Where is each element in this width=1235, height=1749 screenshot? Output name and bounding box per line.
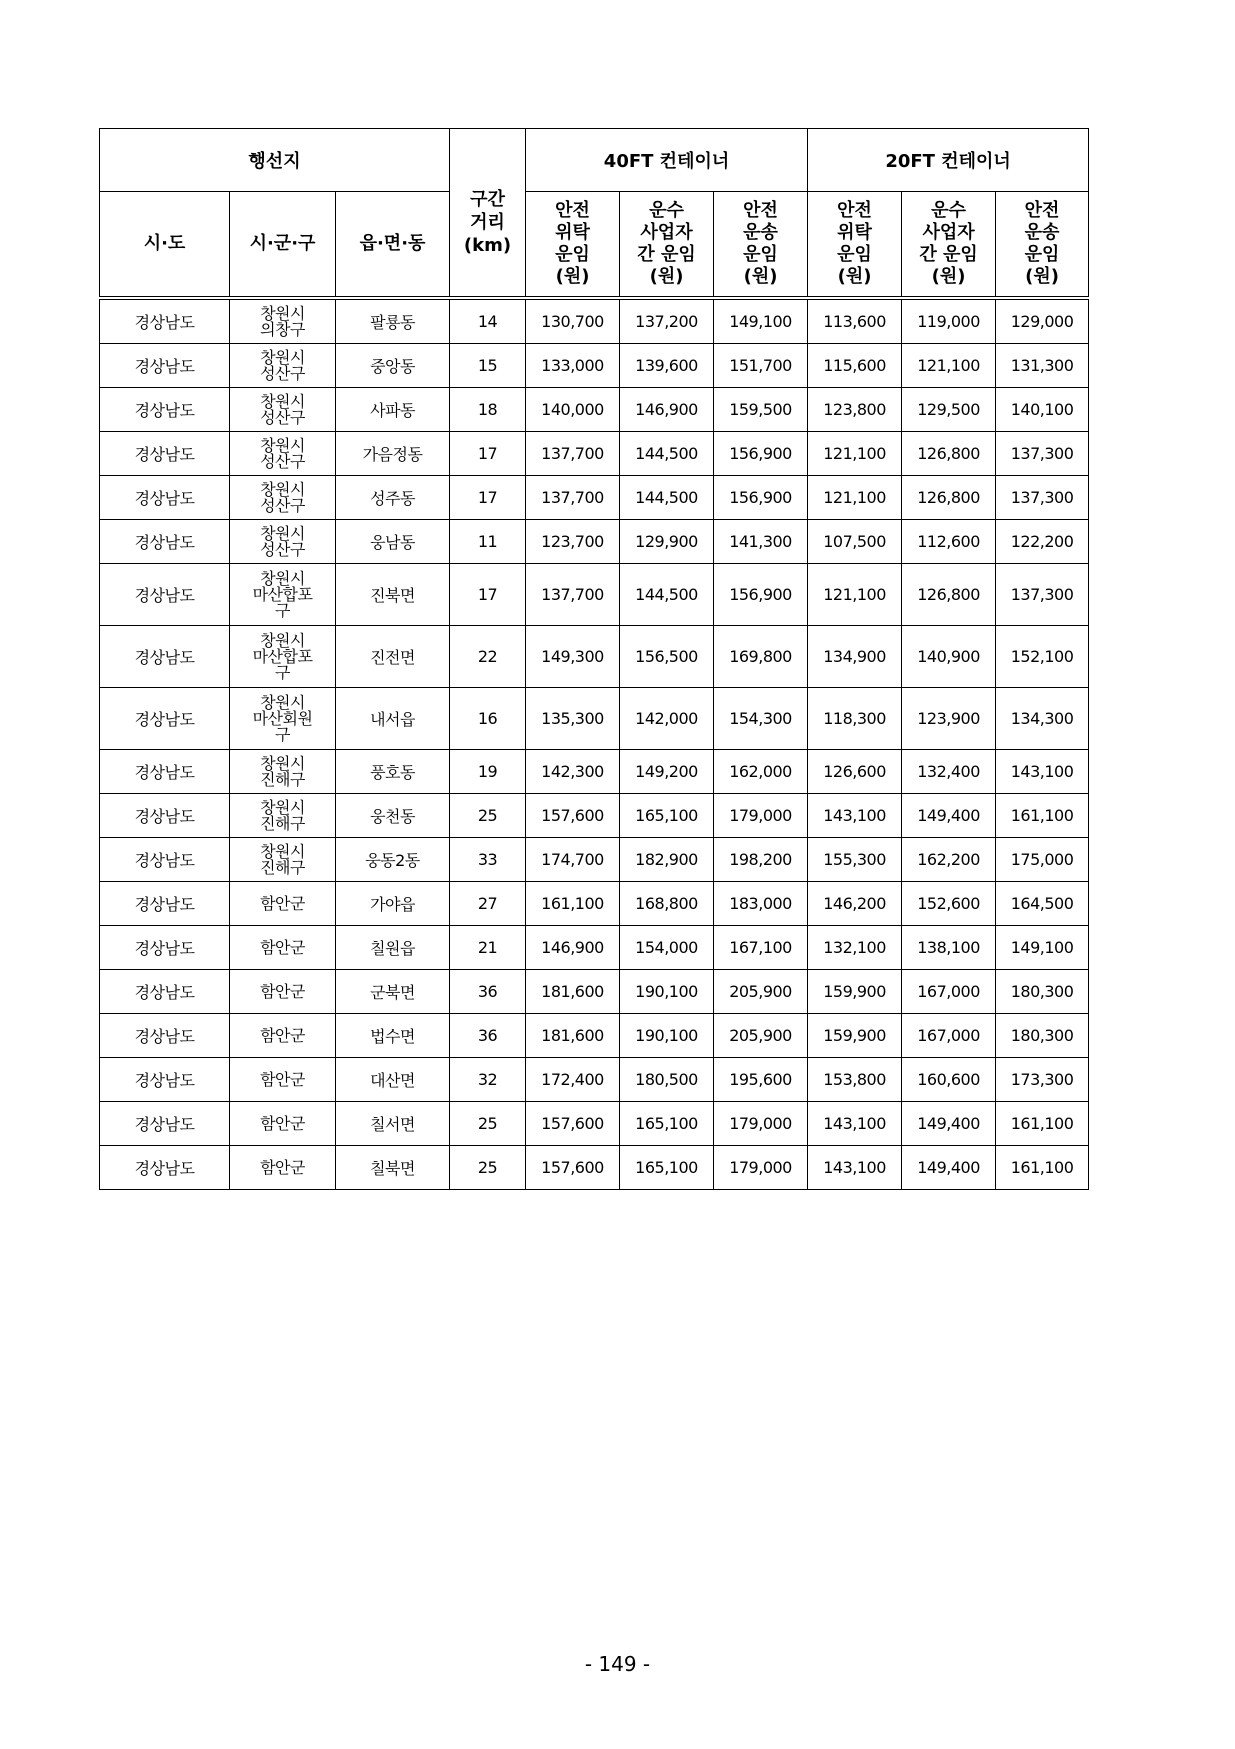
table-row bbox=[100, 838, 1089, 882]
cell-sigungu: 함안군 bbox=[230, 970, 336, 1014]
table-row bbox=[100, 1058, 1089, 1102]
cell-sido: 경상남도 bbox=[100, 838, 230, 882]
cell-20ft-carrier: 167,000 bbox=[902, 970, 996, 1014]
cell-eupmyeondong: 웅천동 bbox=[336, 794, 450, 838]
table-row bbox=[100, 432, 1089, 476]
cell-20ft-safe-transport: 180,300 bbox=[996, 1014, 1089, 1058]
cell-sigungu: 창원시 진해구 bbox=[230, 794, 336, 838]
cell-20ft-safe-consign: 159,900 bbox=[808, 1014, 902, 1058]
header-sigungu: 시·군·구 bbox=[230, 192, 336, 299]
cell-40ft-carrier: 165,100 bbox=[620, 1146, 714, 1190]
cell-20ft-safe-consign: 153,800 bbox=[808, 1058, 902, 1102]
header-distance: 구간 거리 (km) bbox=[450, 129, 526, 299]
cell-sigungu: 함안군 bbox=[230, 1014, 336, 1058]
table-row bbox=[100, 476, 1089, 520]
table-row bbox=[100, 1146, 1089, 1190]
cell-20ft-safe-consign: 121,100 bbox=[808, 476, 902, 520]
cell-distance: 18 bbox=[450, 388, 526, 432]
header-20ft-safe-consign-rate: 안전 위탁 운임 (원) bbox=[808, 192, 902, 299]
cell-20ft-safe-consign: 115,600 bbox=[808, 344, 902, 388]
freight-rate-table bbox=[99, 128, 1089, 1190]
cell-20ft-safe-consign: 143,100 bbox=[808, 794, 902, 838]
cell-40ft-safe-transport: 179,000 bbox=[714, 1146, 808, 1190]
cell-distance: 15 bbox=[450, 344, 526, 388]
cell-20ft-safe-transport: 122,200 bbox=[996, 520, 1089, 564]
cell-sigungu: 창원시 성산구 bbox=[230, 476, 336, 520]
table-row bbox=[100, 882, 1089, 926]
header-sido: 시·도 bbox=[100, 192, 230, 299]
cell-40ft-safe-transport: 205,900 bbox=[714, 970, 808, 1014]
cell-20ft-safe-consign: 123,800 bbox=[808, 388, 902, 432]
cell-20ft-safe-transport: 137,300 bbox=[996, 564, 1089, 626]
cell-distance: 36 bbox=[450, 970, 526, 1014]
cell-40ft-safe-transport: 179,000 bbox=[714, 1102, 808, 1146]
cell-40ft-safe-transport: 198,200 bbox=[714, 838, 808, 882]
cell-20ft-safe-transport: 161,100 bbox=[996, 794, 1089, 838]
cell-distance: 32 bbox=[450, 1058, 526, 1102]
cell-distance: 14 bbox=[450, 298, 526, 344]
cell-40ft-safe-consign: 137,700 bbox=[526, 432, 620, 476]
cell-40ft-carrier: 144,500 bbox=[620, 564, 714, 626]
cell-20ft-carrier: 112,600 bbox=[902, 520, 996, 564]
cell-40ft-carrier: 190,100 bbox=[620, 970, 714, 1014]
cell-distance: 17 bbox=[450, 476, 526, 520]
cell-20ft-safe-transport: 140,100 bbox=[996, 388, 1089, 432]
cell-distance: 19 bbox=[450, 750, 526, 794]
cell-sido: 경상남도 bbox=[100, 432, 230, 476]
cell-sido: 경상남도 bbox=[100, 882, 230, 926]
cell-sido: 경상남도 bbox=[100, 1146, 230, 1190]
cell-20ft-carrier: 140,900 bbox=[902, 626, 996, 688]
cell-20ft-carrier: 160,600 bbox=[902, 1058, 996, 1102]
cell-20ft-carrier: 149,400 bbox=[902, 794, 996, 838]
cell-20ft-carrier: 129,500 bbox=[902, 388, 996, 432]
cell-40ft-safe-consign: 142,300 bbox=[526, 750, 620, 794]
cell-20ft-carrier: 126,800 bbox=[902, 476, 996, 520]
cell-sigungu: 창원시 성산구 bbox=[230, 344, 336, 388]
cell-eupmyeondong: 법수면 bbox=[336, 1014, 450, 1058]
table-row bbox=[100, 344, 1089, 388]
cell-eupmyeondong: 칠원읍 bbox=[336, 926, 450, 970]
cell-sigungu: 창원시 의창구 bbox=[230, 298, 336, 344]
cell-20ft-safe-consign: 118,300 bbox=[808, 688, 902, 750]
cell-20ft-carrier: 162,200 bbox=[902, 838, 996, 882]
cell-20ft-safe-consign: 132,100 bbox=[808, 926, 902, 970]
table-row bbox=[100, 750, 1089, 794]
cell-40ft-carrier: 129,900 bbox=[620, 520, 714, 564]
cell-eupmyeondong: 대산면 bbox=[336, 1058, 450, 1102]
cell-20ft-safe-consign: 121,100 bbox=[808, 432, 902, 476]
table-row bbox=[100, 1014, 1089, 1058]
cell-eupmyeondong: 가야읍 bbox=[336, 882, 450, 926]
cell-20ft-safe-transport: 161,100 bbox=[996, 1102, 1089, 1146]
cell-20ft-carrier: 132,400 bbox=[902, 750, 996, 794]
cell-eupmyeondong: 군북면 bbox=[336, 970, 450, 1014]
cell-40ft-safe-transport: 169,800 bbox=[714, 626, 808, 688]
cell-20ft-safe-transport: 137,300 bbox=[996, 432, 1089, 476]
cell-distance: 16 bbox=[450, 688, 526, 750]
cell-40ft-carrier: 154,000 bbox=[620, 926, 714, 970]
cell-20ft-safe-transport: 129,000 bbox=[996, 298, 1089, 344]
cell-40ft-carrier: 168,800 bbox=[620, 882, 714, 926]
header-20ft-safe-transport-rate: 안전 운송 운임 (원) bbox=[996, 192, 1089, 299]
cell-40ft-safe-consign: 123,700 bbox=[526, 520, 620, 564]
header-20ft-carrier-rate: 운수 사업자 간 운임 (원) bbox=[902, 192, 996, 299]
cell-40ft-safe-consign: 181,600 bbox=[526, 970, 620, 1014]
cell-20ft-safe-consign: 121,100 bbox=[808, 564, 902, 626]
cell-20ft-carrier: 126,800 bbox=[902, 432, 996, 476]
cell-20ft-carrier: 121,100 bbox=[902, 344, 996, 388]
cell-distance: 36 bbox=[450, 1014, 526, 1058]
cell-20ft-safe-transport: 173,300 bbox=[996, 1058, 1089, 1102]
cell-eupmyeondong: 진전면 bbox=[336, 626, 450, 688]
cell-sido: 경상남도 bbox=[100, 388, 230, 432]
table-row bbox=[100, 970, 1089, 1014]
cell-20ft-carrier: 167,000 bbox=[902, 1014, 996, 1058]
cell-eupmyeondong: 칠북면 bbox=[336, 1146, 450, 1190]
cell-20ft-carrier: 123,900 bbox=[902, 688, 996, 750]
table-row bbox=[100, 688, 1089, 750]
cell-20ft-safe-transport: 134,300 bbox=[996, 688, 1089, 750]
cell-40ft-carrier: 144,500 bbox=[620, 476, 714, 520]
cell-40ft-safe-transport: 151,700 bbox=[714, 344, 808, 388]
cell-20ft-safe-transport: 152,100 bbox=[996, 626, 1089, 688]
cell-20ft-safe-consign: 113,600 bbox=[808, 298, 902, 344]
cell-40ft-safe-transport: 156,900 bbox=[714, 564, 808, 626]
table-row bbox=[100, 564, 1089, 626]
cell-40ft-carrier: 156,500 bbox=[620, 626, 714, 688]
cell-sido: 경상남도 bbox=[100, 476, 230, 520]
cell-40ft-safe-transport: 156,900 bbox=[714, 476, 808, 520]
cell-eupmyeondong: 내서읍 bbox=[336, 688, 450, 750]
cell-distance: 11 bbox=[450, 520, 526, 564]
cell-eupmyeondong: 풍호동 bbox=[336, 750, 450, 794]
cell-40ft-safe-consign: 157,600 bbox=[526, 1102, 620, 1146]
cell-sido: 경상남도 bbox=[100, 626, 230, 688]
cell-20ft-carrier: 149,400 bbox=[902, 1102, 996, 1146]
cell-20ft-carrier: 152,600 bbox=[902, 882, 996, 926]
cell-40ft-safe-consign: 135,300 bbox=[526, 688, 620, 750]
cell-20ft-safe-consign: 159,900 bbox=[808, 970, 902, 1014]
cell-sido: 경상남도 bbox=[100, 520, 230, 564]
cell-40ft-carrier: 165,100 bbox=[620, 1102, 714, 1146]
cell-sido: 경상남도 bbox=[100, 1102, 230, 1146]
cell-sido: 경상남도 bbox=[100, 688, 230, 750]
cell-20ft-safe-transport: 137,300 bbox=[996, 476, 1089, 520]
cell-sido: 경상남도 bbox=[100, 926, 230, 970]
cell-eupmyeondong: 가음정동 bbox=[336, 432, 450, 476]
cell-sigungu: 창원시 성산구 bbox=[230, 388, 336, 432]
cell-20ft-safe-consign: 143,100 bbox=[808, 1102, 902, 1146]
cell-sigungu: 함안군 bbox=[230, 882, 336, 926]
header-eupmyeondong: 읍·면·동 bbox=[336, 192, 450, 299]
cell-40ft-safe-consign: 157,600 bbox=[526, 1146, 620, 1190]
cell-sido: 경상남도 bbox=[100, 1058, 230, 1102]
table-row bbox=[100, 626, 1089, 688]
cell-20ft-carrier: 126,800 bbox=[902, 564, 996, 626]
cell-20ft-safe-transport: 161,100 bbox=[996, 1146, 1089, 1190]
cell-20ft-safe-transport: 143,100 bbox=[996, 750, 1089, 794]
cell-20ft-safe-transport: 131,300 bbox=[996, 344, 1089, 388]
cell-sigungu: 창원시 진해구 bbox=[230, 750, 336, 794]
cell-40ft-safe-transport: 159,500 bbox=[714, 388, 808, 432]
cell-distance: 25 bbox=[450, 794, 526, 838]
cell-sigungu: 창원시 성산구 bbox=[230, 520, 336, 564]
cell-20ft-carrier: 138,100 bbox=[902, 926, 996, 970]
cell-40ft-safe-transport: 195,600 bbox=[714, 1058, 808, 1102]
cell-20ft-safe-transport: 175,000 bbox=[996, 838, 1089, 882]
cell-sigungu: 창원시 성산구 bbox=[230, 432, 336, 476]
page-number: - 149 - bbox=[584, 1652, 651, 1676]
cell-distance: 17 bbox=[450, 432, 526, 476]
cell-eupmyeondong: 웅동2동 bbox=[336, 838, 450, 882]
table-row bbox=[100, 926, 1089, 970]
cell-40ft-carrier: 149,200 bbox=[620, 750, 714, 794]
cell-40ft-safe-consign: 130,700 bbox=[526, 298, 620, 344]
cell-distance: 33 bbox=[450, 838, 526, 882]
cell-sigungu: 함안군 bbox=[230, 1146, 336, 1190]
cell-40ft-carrier: 180,500 bbox=[620, 1058, 714, 1102]
cell-distance: 25 bbox=[450, 1146, 526, 1190]
cell-sigungu: 함안군 bbox=[230, 1102, 336, 1146]
cell-eupmyeondong: 진북면 bbox=[336, 564, 450, 626]
cell-40ft-safe-transport: 183,000 bbox=[714, 882, 808, 926]
cell-40ft-carrier: 142,000 bbox=[620, 688, 714, 750]
cell-20ft-safe-consign: 134,900 bbox=[808, 626, 902, 688]
cell-eupmyeondong: 웅남동 bbox=[336, 520, 450, 564]
cell-sigungu: 창원시 진해구 bbox=[230, 838, 336, 882]
cell-distance: 17 bbox=[450, 564, 526, 626]
table-header bbox=[100, 129, 1089, 299]
cell-eupmyeondong: 성주동 bbox=[336, 476, 450, 520]
cell-40ft-safe-transport: 149,100 bbox=[714, 298, 808, 344]
cell-40ft-carrier: 146,900 bbox=[620, 388, 714, 432]
cell-eupmyeondong: 사파동 bbox=[336, 388, 450, 432]
cell-sigungu: 창원시 마산합포 구 bbox=[230, 564, 336, 626]
header-40ft-container: 40FT 컨테이너 bbox=[526, 129, 808, 192]
cell-40ft-safe-consign: 174,700 bbox=[526, 838, 620, 882]
cell-20ft-safe-transport: 149,100 bbox=[996, 926, 1089, 970]
cell-40ft-carrier: 190,100 bbox=[620, 1014, 714, 1058]
cell-40ft-carrier: 144,500 bbox=[620, 432, 714, 476]
cell-sido: 경상남도 bbox=[100, 564, 230, 626]
cell-40ft-safe-transport: 162,000 bbox=[714, 750, 808, 794]
header-40ft-safe-consign-rate: 안전 위탁 운임 (원) bbox=[526, 192, 620, 299]
cell-20ft-safe-consign: 155,300 bbox=[808, 838, 902, 882]
cell-sido: 경상남도 bbox=[100, 750, 230, 794]
table-body bbox=[100, 298, 1089, 1190]
header-40ft-carrier-rate: 운수 사업자 간 운임 (원) bbox=[620, 192, 714, 299]
cell-sido: 경상남도 bbox=[100, 970, 230, 1014]
cell-40ft-safe-consign: 172,400 bbox=[526, 1058, 620, 1102]
cell-40ft-safe-consign: 157,600 bbox=[526, 794, 620, 838]
table-row bbox=[100, 1102, 1089, 1146]
cell-sigungu: 함안군 bbox=[230, 1058, 336, 1102]
cell-40ft-safe-consign: 137,700 bbox=[526, 564, 620, 626]
table-row bbox=[100, 520, 1089, 564]
cell-40ft-safe-consign: 140,000 bbox=[526, 388, 620, 432]
cell-sigungu: 창원시 마산합포 구 bbox=[230, 626, 336, 688]
cell-20ft-safe-transport: 164,500 bbox=[996, 882, 1089, 926]
table-row bbox=[100, 794, 1089, 838]
cell-40ft-safe-transport: 179,000 bbox=[714, 794, 808, 838]
table-row bbox=[100, 298, 1089, 344]
header-40ft-safe-transport-rate: 안전 운송 운임 (원) bbox=[714, 192, 808, 299]
cell-40ft-safe-consign: 137,700 bbox=[526, 476, 620, 520]
cell-40ft-safe-consign: 181,600 bbox=[526, 1014, 620, 1058]
cell-40ft-carrier: 139,600 bbox=[620, 344, 714, 388]
cell-40ft-carrier: 165,100 bbox=[620, 794, 714, 838]
cell-20ft-safe-consign: 107,500 bbox=[808, 520, 902, 564]
cell-40ft-carrier: 182,900 bbox=[620, 838, 714, 882]
cell-sigungu: 함안군 bbox=[230, 926, 336, 970]
header-20ft-container: 20FT 컨테이너 bbox=[808, 129, 1089, 192]
cell-40ft-safe-transport: 156,900 bbox=[714, 432, 808, 476]
cell-distance: 21 bbox=[450, 926, 526, 970]
cell-40ft-safe-consign: 149,300 bbox=[526, 626, 620, 688]
cell-40ft-safe-consign: 133,000 bbox=[526, 344, 620, 388]
cell-20ft-carrier: 149,400 bbox=[902, 1146, 996, 1190]
cell-eupmyeondong: 중앙동 bbox=[336, 344, 450, 388]
cell-sido: 경상남도 bbox=[100, 298, 230, 344]
cell-40ft-safe-transport: 154,300 bbox=[714, 688, 808, 750]
table-row bbox=[100, 388, 1089, 432]
cell-distance: 22 bbox=[450, 626, 526, 688]
cell-distance: 25 bbox=[450, 1102, 526, 1146]
cell-20ft-safe-consign: 143,100 bbox=[808, 1146, 902, 1190]
cell-20ft-safe-transport: 180,300 bbox=[996, 970, 1089, 1014]
header-destination: 행선지 bbox=[100, 129, 450, 192]
cell-eupmyeondong: 팔룡동 bbox=[336, 298, 450, 344]
cell-sigungu: 창원시 마산회원 구 bbox=[230, 688, 336, 750]
cell-40ft-safe-transport: 167,100 bbox=[714, 926, 808, 970]
cell-eupmyeondong: 칠서면 bbox=[336, 1102, 450, 1146]
cell-20ft-carrier: 119,000 bbox=[902, 298, 996, 344]
cell-40ft-carrier: 137,200 bbox=[620, 298, 714, 344]
cell-40ft-safe-consign: 161,100 bbox=[526, 882, 620, 926]
cell-sido: 경상남도 bbox=[100, 794, 230, 838]
cell-40ft-safe-consign: 146,900 bbox=[526, 926, 620, 970]
cell-20ft-safe-consign: 126,600 bbox=[808, 750, 902, 794]
cell-40ft-safe-transport: 205,900 bbox=[714, 1014, 808, 1058]
cell-40ft-safe-transport: 141,300 bbox=[714, 520, 808, 564]
cell-distance: 27 bbox=[450, 882, 526, 926]
cell-sido: 경상남도 bbox=[100, 1014, 230, 1058]
cell-sido: 경상남도 bbox=[100, 344, 230, 388]
cell-20ft-safe-consign: 146,200 bbox=[808, 882, 902, 926]
